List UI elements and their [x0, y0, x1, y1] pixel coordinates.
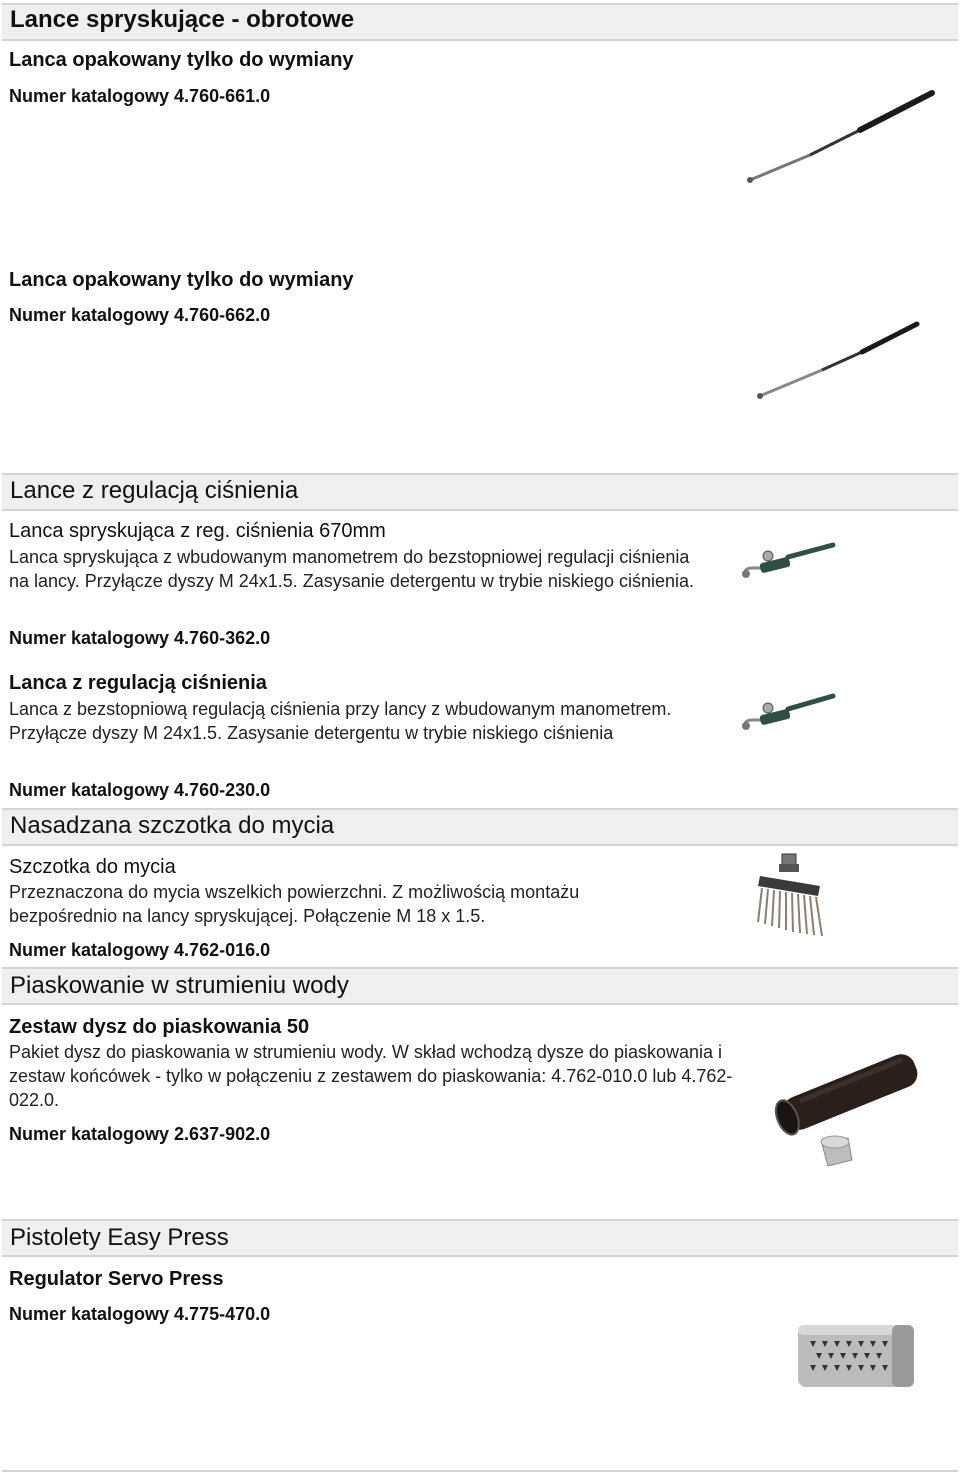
section-title: Lance spryskujące - obrotowe: [10, 6, 355, 33]
product-title: Lanca opakowany tylko do wymiany: [9, 269, 354, 291]
product-title: Zestaw dysz do piaskowania 50: [9, 1016, 310, 1038]
pressure-lance-icon: [738, 540, 838, 585]
section-title: Pistolety Easy Press: [10, 1224, 229, 1251]
catalog-number: Numer katalogowy 4.760-661.0: [9, 86, 271, 106]
spray-lance-icon: [752, 318, 927, 403]
product-description: Lanca z bezstopniową regulacją ciśnienia przy lancy z wbudowanym manometrem. Przyłącze dyszy M 24x1.5. Zasysanie detergentu w trybie niskiego ciśnienia: [9, 699, 672, 743]
sandblast-nozzle-icon: [760, 1032, 935, 1172]
catalog-number: Numer katalogowy 4.760-662.0: [9, 305, 271, 325]
product-description: Lanca spryskująca z wbudowanym manometrem do bezstopniowej regulacji ciśnienia na lancy. Przyłącze dyszy M 24x1.5. Zasysanie detergentu w trybie niskiego ciśnienia.: [9, 547, 694, 591]
product-title: Regulator Servo Press: [9, 1268, 224, 1290]
pressure-lance-icon: [738, 690, 838, 735]
wash-brush-icon: [752, 850, 832, 940]
product-title: Szczotka do mycia: [9, 856, 176, 878]
product-description: Pakiet dysz do piaskowania w strumieniu wody. W skład wchodzą dysze do piaskowania i zestaw końcówek - tylko w połączeniu z zestawem do piaskowania: 4.762-010.0 lub 4.762-022.0.: [9, 1042, 733, 1110]
product-description: Przeznaczona do mycia wszelkich powierzchni. Z możliwością montażu bezpośrednio na lancy spryskującej. Połączenie M 18 x 1.5.: [9, 882, 580, 926]
spray-lance-icon: [740, 85, 940, 190]
catalog-number: Numer katalogowy 2.637-902.0: [9, 1124, 271, 1144]
product-title: Lanca opakowany tylko do wymiany: [9, 49, 354, 71]
section-title: Nasadzana szczotka do mycia: [10, 812, 335, 839]
section-title: Lance z regulacją ciśnienia: [10, 477, 299, 504]
catalog-number: Numer katalogowy 4.760-230.0: [9, 780, 271, 800]
product-title: Lanca z regulacją ciśnienia: [9, 672, 267, 694]
bottom-divider: [2, 1470, 958, 1472]
catalog-number: Numer katalogowy 4.775-470.0: [9, 1304, 271, 1324]
catalog-number: Numer katalogowy 4.760-362.0: [9, 628, 271, 648]
catalog-number: Numer katalogowy 4.762-016.0: [9, 940, 271, 960]
section-title: Piaskowanie w strumieniu wody: [10, 972, 349, 999]
product-title: Lanca spryskująca z reg. ciśnienia 670mm: [9, 520, 386, 542]
servo-press-regulator-icon: [792, 1315, 922, 1395]
